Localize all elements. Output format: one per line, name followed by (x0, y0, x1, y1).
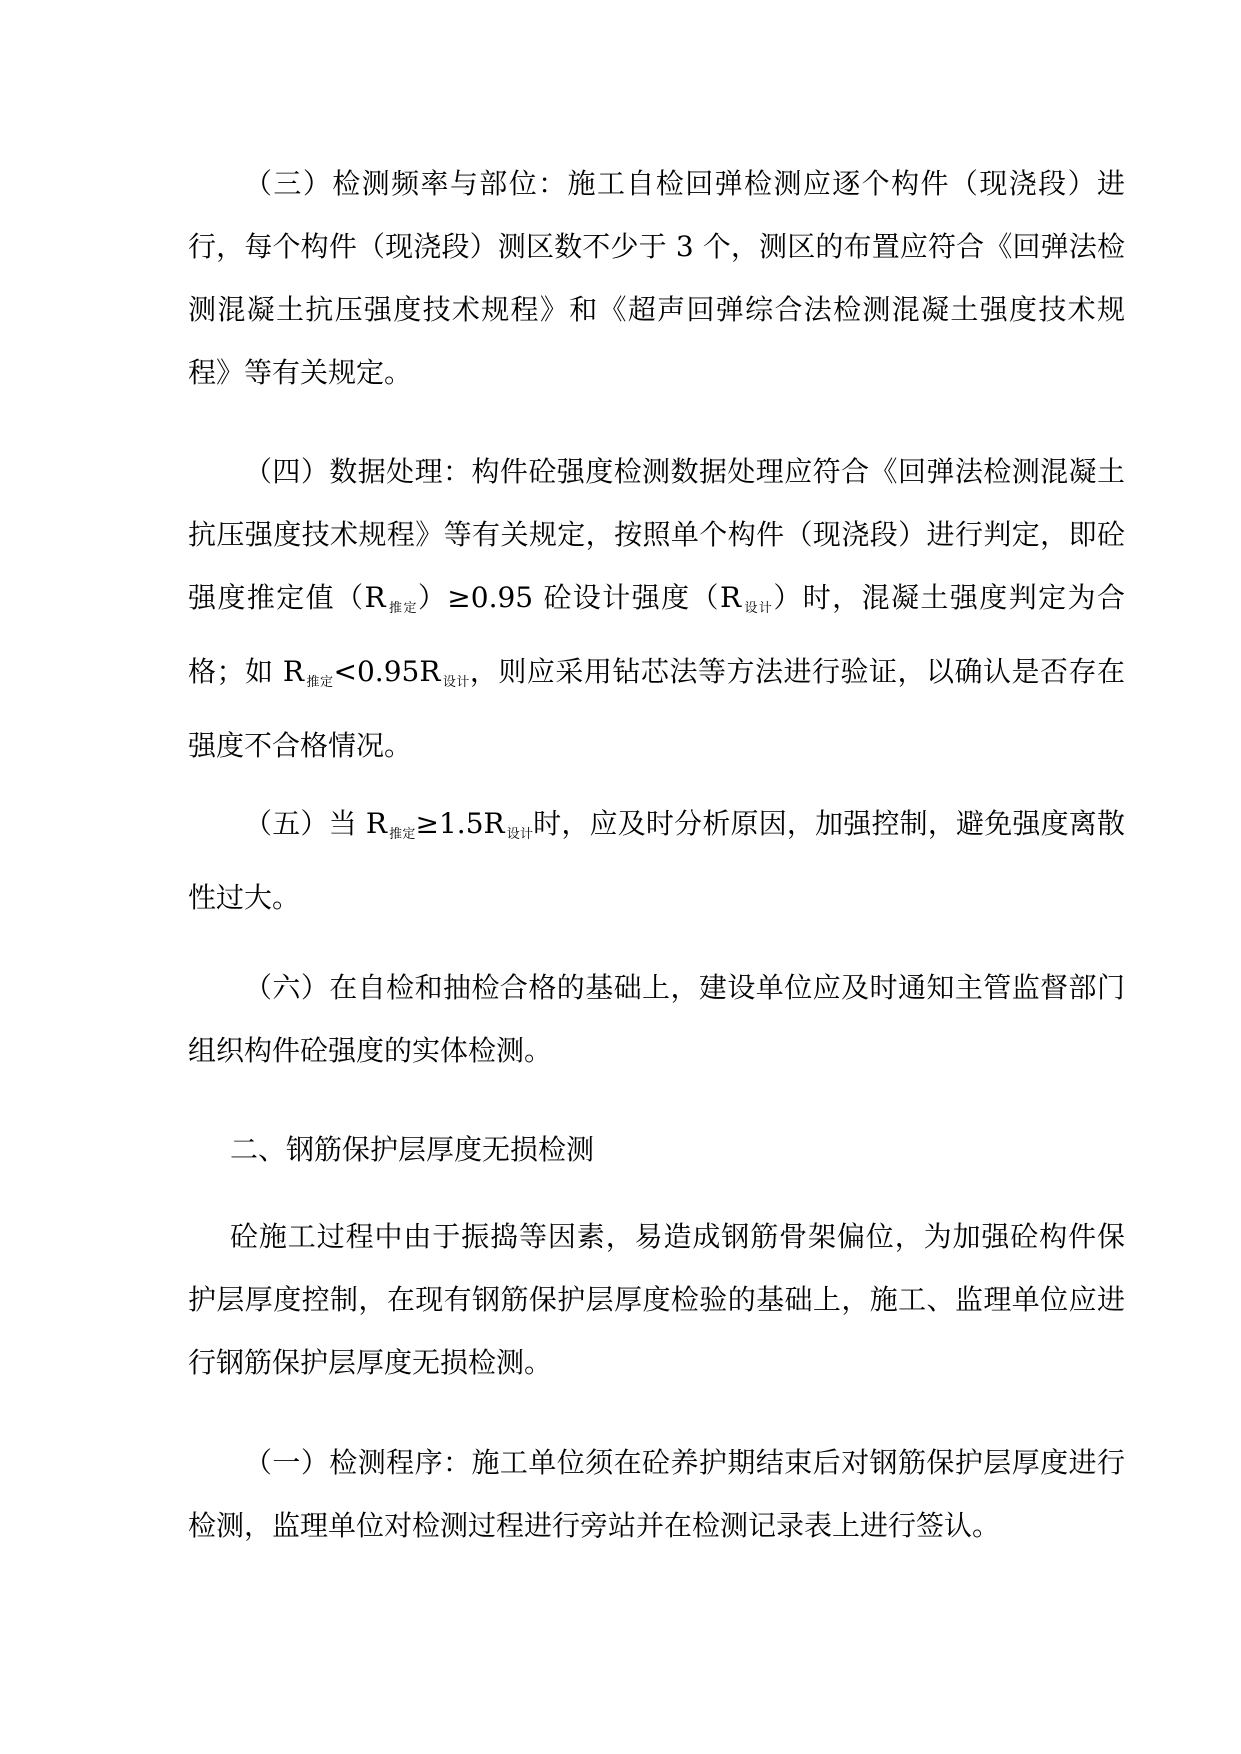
paragraph-rebar-intro: 砼施工过程中由于振捣等因素，易造成钢筋骨架偏位，为加强砼构件保护层厚度控制，在现有钢筋保护层厚度检验的基础上，施工、监理单位应进行钢筋保护层厚度无损检测。 (188, 1220, 1125, 1379)
paragraph-dispersion (188, 792, 1125, 929)
data-processing-text-3: ）时，混凝土强度判定为合格；如 R (188, 581, 1125, 688)
data-processing-text-2: ）≥0.95 砼设计强度（R (417, 581, 742, 614)
section-heading-rebar-cover: 二、钢筋保护层厚度无损检测 (230, 1133, 595, 1166)
dispersion-text-1: （五）当 R (244, 807, 387, 840)
subscript-tuiding-3: 推定 (388, 827, 416, 842)
data-processing-text-5: ，则应采用钻芯法等方法进行验证，以确认是否存在强度不合格情况。 (188, 655, 1125, 762)
paragraph-entity-test: （六）在自检和抽检合格的基础上，建设单位应及时通知主管监督部门组织构件砼强度的实体检测。 (188, 971, 1125, 1067)
paragraph-rebar-procedure: （一）检测程序：施工单位须在砼养护期结束后对钢筋保护层厚度进行检测，监理单位对检测过程进行旁站并在检测记录表上进行签认。 (188, 1446, 1125, 1542)
paragraph-detect-frequency: （三）检测频率与部位：施工自检回弹检测应逐个构件（现浇段）进行，每个构件（现浇段）测区数不少于 3 个，测区的布置应符合《回弹法检测混凝土抗压强度技术规程》和《超声回弹综合法检测混凝土强度技术规程》等有关规定。 (188, 167, 1125, 389)
subscript-tuiding-2: 推定 (306, 675, 334, 690)
dispersion-text-3: 时，应及时分析原因，加强控制，避免强度离散性过大。 (188, 807, 1125, 914)
subscript-sheji: 设计 (743, 601, 774, 616)
subscript-tuiding: 推定 (387, 601, 418, 616)
subscript-sheji-3: 设计 (506, 827, 534, 842)
data-processing-text-4: <0.95R (333, 655, 441, 688)
dispersion-text-2: ≥1.5R (415, 807, 505, 840)
paragraph-data-processing (188, 440, 1125, 777)
subscript-sheji-2: 设计 (442, 675, 470, 690)
data-processing-text-1: （四）数据处理：构件砼强度检测数据处理应符合《回弹法检测混凝土抗压强度技术规程》等有关规定，按照单个构件（现浇段）进行判定，即砼强度推定值（R (188, 455, 1125, 614)
